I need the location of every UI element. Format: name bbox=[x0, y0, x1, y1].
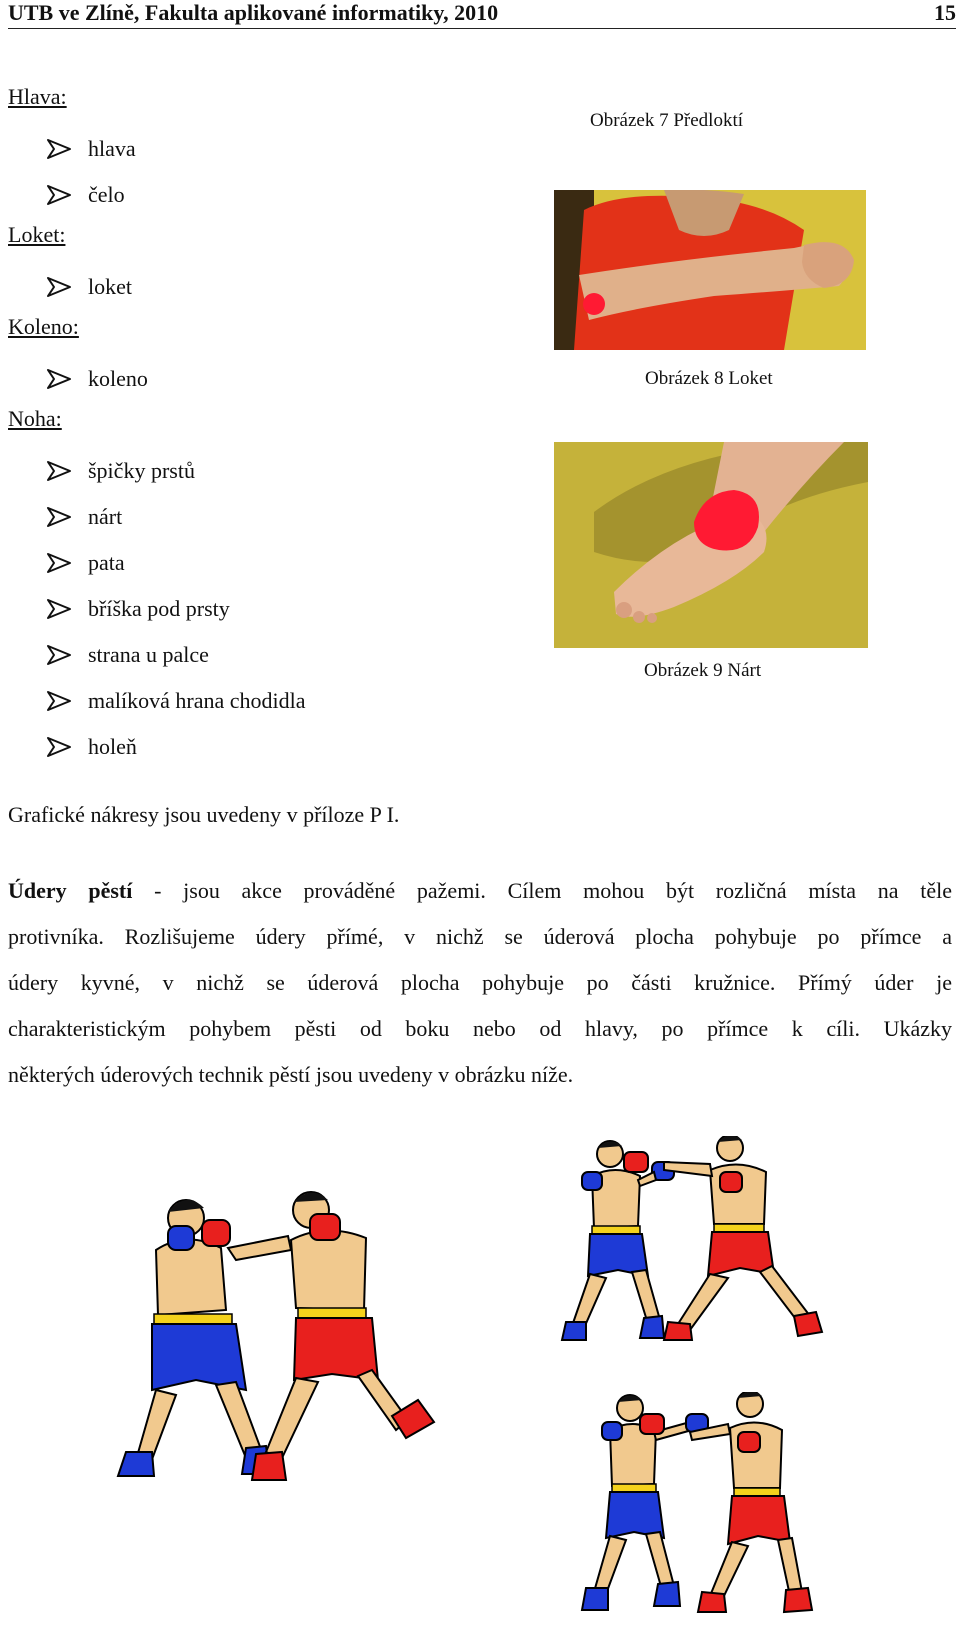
list-item bbox=[8, 126, 528, 172]
paragraph-line bbox=[8, 868, 952, 914]
list-item-label: čelo bbox=[88, 182, 125, 207]
list-item bbox=[8, 678, 528, 724]
forearm-photo bbox=[554, 190, 866, 350]
paragraph-line: charakteristickým pohybem pěsti od boku nebo od hlavy, po přímce k cíli. Ukázky bbox=[8, 1016, 952, 1041]
header-title: UTB ve Zlíně, Fakulta aplikované informatiky, 2010 bbox=[8, 0, 499, 25]
list-item bbox=[8, 264, 528, 310]
arrow-bullet-icon bbox=[46, 138, 72, 160]
arrow-bullet-icon bbox=[46, 460, 72, 482]
group-label-koleno: Koleno: bbox=[8, 314, 79, 339]
group-label-loket: Loket: bbox=[8, 222, 66, 247]
arrow-bullet-icon bbox=[46, 368, 72, 390]
arrow-bullet-icon bbox=[46, 184, 72, 206]
list-item bbox=[8, 172, 528, 218]
boxing-illustration-bottom-right bbox=[580, 1392, 850, 1617]
list-item bbox=[8, 632, 528, 678]
list-item-label: pata bbox=[88, 550, 125, 575]
term-bold: Údery pěstí bbox=[8, 878, 133, 903]
list-item-label: hlava bbox=[88, 136, 136, 161]
caption-figure-9: Obrázek 9 Nárt bbox=[644, 660, 762, 681]
group-label-noha: Noha: bbox=[8, 406, 62, 431]
paragraph-line: údery kyvné, v nichž se úderová plocha pohybuje po části kružnice. Přímý úder je bbox=[8, 970, 952, 995]
caption-figure-8: Obrázek 8 Loket bbox=[645, 368, 773, 389]
group-label-hlava: Hlava: bbox=[8, 84, 67, 109]
appendix-note: Grafické nákresy jsou uvedeny v příloze P I. bbox=[8, 802, 400, 827]
list-item-label: špičky prstů bbox=[88, 458, 195, 483]
arrow-bullet-icon bbox=[46, 690, 72, 712]
list-item bbox=[8, 448, 528, 494]
paragraph-punches bbox=[8, 868, 952, 1098]
list-item bbox=[8, 724, 528, 770]
list-item-label: nárt bbox=[88, 504, 123, 529]
foot-photo bbox=[554, 442, 868, 648]
list-item-label: bříška pod prsty bbox=[88, 596, 230, 621]
paragraph-line: některých úderových technik pěstí jsou uvedeny v obrázku níže. bbox=[8, 1062, 574, 1087]
arrow-bullet-icon bbox=[46, 644, 72, 666]
arrow-bullet-icon bbox=[46, 736, 72, 758]
list-item-label: koleno bbox=[88, 366, 148, 391]
list-item bbox=[8, 494, 528, 540]
paragraph-line: protivníka. Rozlišujeme údery přímé, v nichž se úderová plocha pohybuje po přímce a bbox=[8, 924, 952, 949]
target-area-list bbox=[8, 80, 528, 770]
list-item bbox=[8, 586, 528, 632]
arrow-bullet-icon bbox=[46, 506, 72, 528]
list-item bbox=[8, 540, 528, 586]
list-item-label: strana u palce bbox=[88, 642, 209, 667]
page-header bbox=[8, 0, 956, 29]
caption-figure-7: Obrázek 7 Předloktí bbox=[590, 110, 744, 131]
list-item-label: malíková hrana chodidla bbox=[88, 688, 306, 713]
paragraph-text: - jsou akce prováděné pažemi. Cílem mohou být rozličná místa na těle bbox=[132, 878, 952, 903]
arrow-bullet-icon bbox=[46, 276, 72, 298]
arrow-bullet-icon bbox=[46, 598, 72, 620]
list-item-label: loket bbox=[88, 274, 132, 299]
arrow-bullet-icon bbox=[46, 552, 72, 574]
list-item-label: holeň bbox=[88, 734, 137, 759]
page-number: 15 bbox=[934, 0, 956, 25]
boxing-illustration-large bbox=[96, 1190, 456, 1510]
list-item bbox=[8, 356, 528, 402]
boxing-illustration-top-right bbox=[560, 1136, 860, 1346]
